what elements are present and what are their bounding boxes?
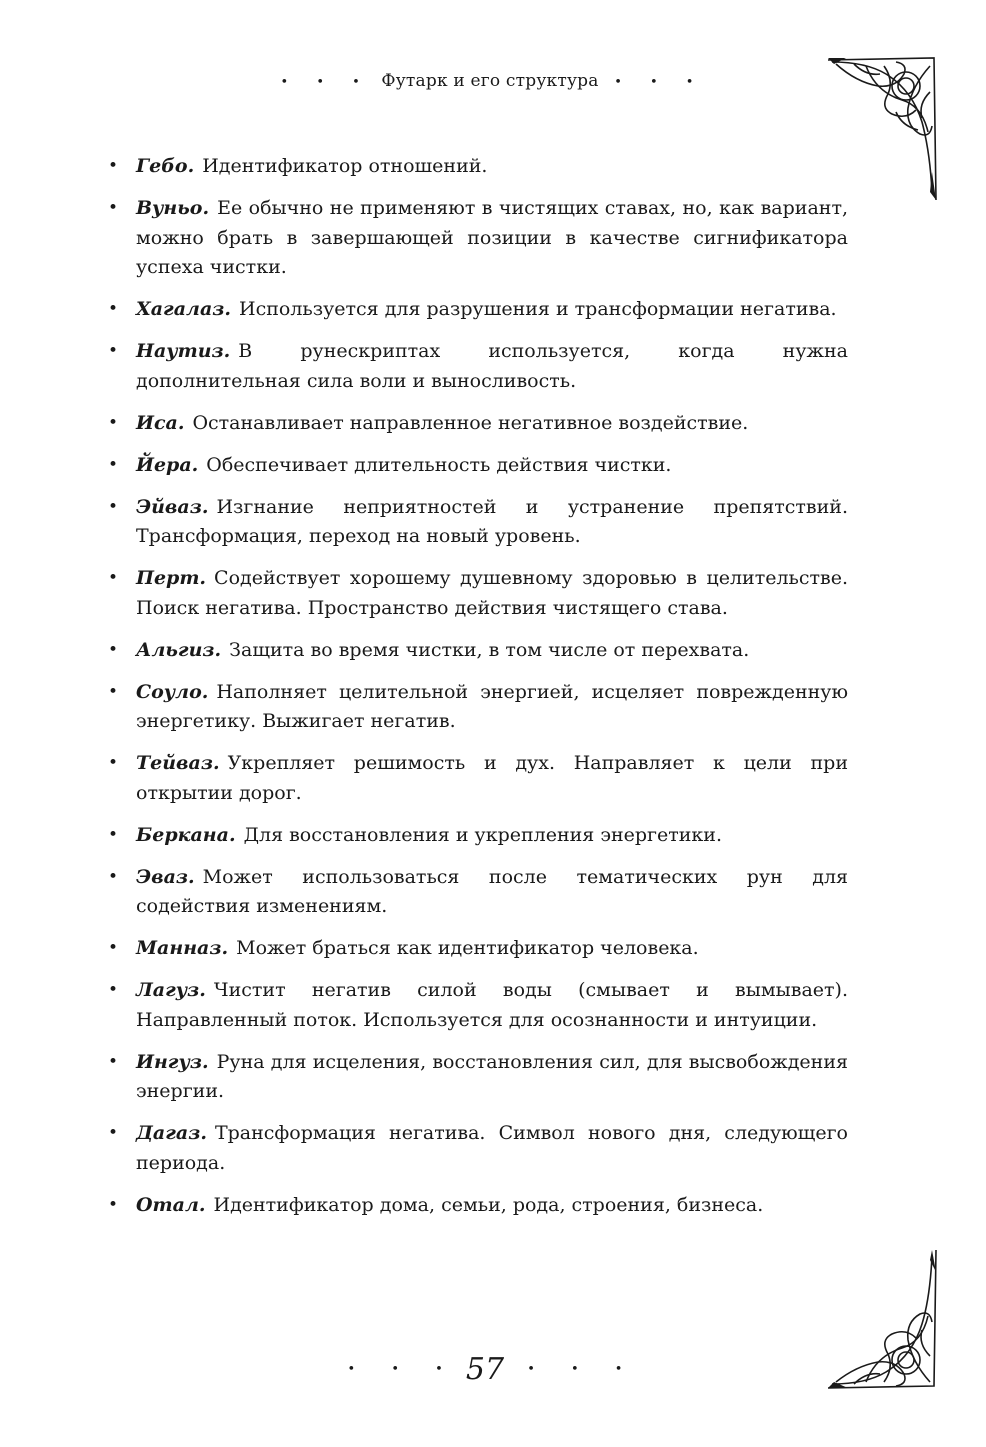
- bullet: •: [108, 980, 119, 1000]
- footer-dots-right: • • •: [527, 1362, 639, 1377]
- list-item: [108, 863, 848, 922]
- list-item: [108, 194, 848, 283]
- rune-description: Идентификатор отношений.: [202, 155, 488, 177]
- list-item: [108, 636, 848, 666]
- rune-name: Эваз.: [136, 865, 195, 888]
- rune-description: Содействует хорошему душевному здоровью в целительстве. Поиск негатива. Пространство действия чистящего става.: [136, 567, 848, 619]
- rune-name: Вуньо.: [136, 197, 210, 219]
- rune-description: Наполняет целительной энергией, исцеляет поврежденную энергетику. Выжигает негатив.: [136, 680, 848, 732]
- rune-description: Ее обычно не применяют в чистящих ставах, но, как вариант, можно брать в завершающей позиции в качестве сигнификатора успеха чистки.: [136, 197, 848, 278]
- bullet: •: [108, 454, 119, 475]
- rune-description: Обеспечивает длительность действия чистки.: [206, 453, 672, 476]
- rune-name: Беркана.: [136, 823, 236, 846]
- rune-name: Альгиз.: [136, 638, 222, 661]
- rune-description: В рунескриптах используется, когда нужна дополнительная сила воли и выносливость.: [136, 340, 848, 392]
- list-item: [108, 976, 848, 1035]
- bullet: •: [108, 1123, 119, 1143]
- rune-description: Может использоваться после тематических рун для содействия изменениям.: [136, 865, 848, 917]
- bullet: •: [108, 1051, 119, 1072]
- rune-name: Лагуз.: [136, 979, 206, 1001]
- rune-name: Соуло.: [136, 680, 209, 703]
- list-item: [108, 409, 848, 439]
- list-item: [108, 295, 848, 325]
- rune-description: Защита во время чистки, в том числе от перехвата.: [229, 638, 750, 661]
- rune-name: Тейваз.: [136, 752, 220, 774]
- bullet: •: [108, 299, 119, 319]
- list-item: [108, 337, 848, 396]
- bullet: •: [108, 639, 119, 660]
- bullet: •: [108, 866, 119, 887]
- list-item: [108, 749, 848, 808]
- rune-name: Перт.: [136, 567, 207, 589]
- bullet: •: [108, 412, 119, 433]
- bullet: •: [108, 568, 119, 588]
- list-item: [108, 564, 848, 623]
- rune-name: Дагаз.: [136, 1122, 207, 1144]
- page-number: 57: [465, 1352, 505, 1387]
- list-item: [108, 152, 848, 182]
- rune-name: Йера.: [136, 453, 199, 476]
- list-item: [108, 678, 848, 737]
- rune-name: Хагалаз.: [136, 298, 232, 320]
- bullet: •: [108, 156, 119, 176]
- rune-description: Чистит негатив силой воды (смывает и вымывает). Направленный поток. Используется для осознанности и интуиции.: [136, 979, 848, 1031]
- list-item: [108, 1119, 848, 1178]
- rune-name: Манназ.: [136, 937, 229, 959]
- bullet: •: [108, 824, 119, 845]
- list-item: [108, 1048, 848, 1107]
- rune-description: Трансформация негатива. Символ нового дня, следующего периода.: [136, 1122, 848, 1174]
- rune-name: Эйваз.: [136, 495, 209, 518]
- list-item: [108, 451, 848, 481]
- rune-description: Идентификатор дома, семьи, рода, строения, бизнеса.: [213, 1193, 764, 1216]
- header-dots-left: • • •: [280, 75, 372, 90]
- rune-list: [108, 152, 848, 1233]
- bullet: •: [108, 938, 119, 958]
- list-item: [108, 1191, 848, 1221]
- list-item: [108, 821, 848, 851]
- rune-description: Останавливает направленное негативное воздействие.: [192, 411, 749, 434]
- rune-description: Для восстановления и укрепления энергетики.: [243, 823, 722, 846]
- header-dots-right: • • •: [614, 75, 706, 90]
- rune-description: Изгнание неприятностей и устранение препятствий. Трансформация, переход на новый уровень.: [136, 495, 848, 547]
- rune-name: Отал.: [136, 1193, 206, 1216]
- bullet: •: [108, 341, 119, 361]
- list-item: [108, 934, 848, 964]
- rune-name: Ингуз.: [136, 1050, 209, 1073]
- rune-description: Укрепляет решимость и дух. Направляет к цели при открытии дорог.: [136, 752, 848, 804]
- rune-description: Используется для разрушения и трансформации негатива.: [239, 298, 837, 320]
- rune-name: Гебо.: [136, 155, 195, 177]
- running-header-title: Футарк и его структура: [381, 71, 599, 91]
- bullet: •: [108, 681, 119, 702]
- page-footer: [0, 1352, 986, 1387]
- rune-name: Наутиз.: [136, 340, 231, 362]
- bullet: •: [108, 496, 119, 517]
- bullet: •: [108, 753, 119, 773]
- list-item: [108, 493, 848, 552]
- rune-description: Может браться как идентификатор человека.: [236, 937, 699, 959]
- bullet: •: [108, 198, 119, 218]
- rune-name: Иса.: [136, 411, 185, 434]
- bullet: •: [108, 1194, 119, 1215]
- footer-dots-left: • • •: [347, 1362, 459, 1377]
- rune-description: Руна для исцеления, восстановления сил, для высвобождения энергии.: [136, 1050, 848, 1102]
